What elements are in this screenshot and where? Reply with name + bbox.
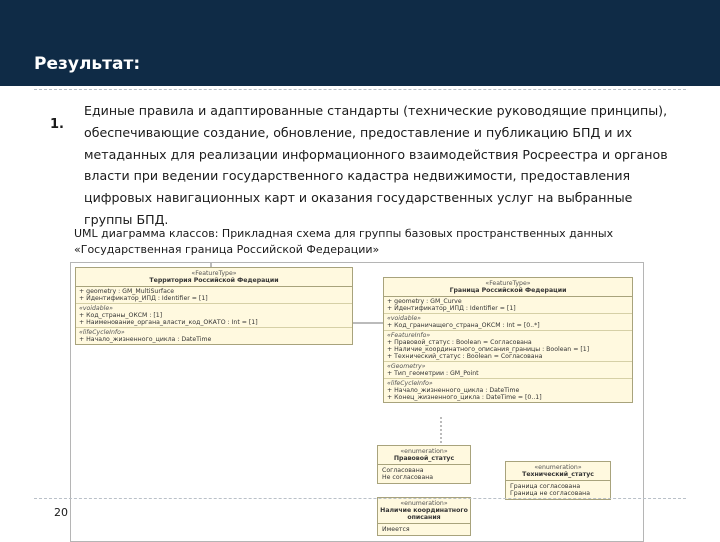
- class-border: [383, 277, 633, 403]
- enum-literal: Имеется: [382, 526, 410, 533]
- enum-technical-status: [505, 461, 611, 500]
- caption-line-2: «Государственная граница Российской Федерации»: [74, 243, 380, 256]
- caption-line-1: UML диаграмма классов: Прикладная схема для группы базовых пространственных данных: [74, 227, 614, 240]
- class-attribute: + geometry : GM_MultiSurface: [79, 288, 175, 295]
- class-attribute: + geometry : GM_Curve: [387, 298, 462, 305]
- enum-name: Наличие координатного описания: [378, 507, 470, 524]
- class-name: Граница Российской Федерации: [449, 287, 567, 294]
- class-stereotype: «FeatureType»: [485, 280, 531, 287]
- class-stereotype: «FeatureType»: [191, 270, 237, 277]
- enum-stereotype: «enumeration»: [400, 500, 448, 507]
- class-attribute: + Технический_статус : Boolean = Согласована: [387, 353, 543, 360]
- section-title: «voidable»: [79, 305, 113, 312]
- enum-literal: Не согласована: [382, 474, 434, 481]
- enum-stereotype: «enumeration»: [534, 464, 582, 471]
- section-title: «lifeCycleInfo»: [387, 380, 433, 387]
- class-attribute: + Код_граничащего_страна_ОКСМ : Int = [0..*]: [387, 322, 540, 329]
- top-divider: [34, 89, 686, 90]
- uml-diagram: [70, 262, 644, 542]
- result-paragraph: Единые правила и адаптированные стандарты (технические руководящие принципы), обеспечивающие создание, обновление, предоставление и публикацию БПД и их метаданных для реализации информационного взаимодействия Росреестра и органов власти при ведении государственного кадастра недвижимости, предоставления цифровых навигационных карт и оказания государственных услуг на выбранные группы БПД.: [84, 103, 668, 227]
- section-title: «voidable»: [387, 315, 421, 322]
- enum-name: Правовой_статус: [378, 455, 470, 465]
- section-title: «lifeCycleInfo»: [79, 329, 125, 336]
- class-attribute: + Конец_жизненного_цикла : DateTime = [0..1]: [387, 394, 542, 401]
- section-title: «FeatureInfo»: [387, 332, 431, 339]
- page-number: 20: [54, 506, 68, 519]
- enum-name: Технический_статус: [506, 471, 610, 481]
- class-attribute: + Наименование_органа_власти_код_ОКАТО : Int = [1]: [79, 319, 258, 326]
- enum-literal: Согласована: [382, 467, 424, 474]
- diagram-caption: [74, 226, 644, 258]
- class-attribute: + Идентификатор_ИПД : Identifier = [1]: [387, 305, 516, 312]
- slide-title: Результат:: [34, 54, 141, 74]
- enum-coordinate-description: [377, 497, 471, 536]
- enum-legal-status: [377, 445, 471, 484]
- class-attribute: + Правовой_статус : Boolean = Согласована: [387, 339, 532, 346]
- class-name: Территория Российской Федерации: [149, 277, 279, 284]
- item-number: 1.: [50, 117, 64, 132]
- class-attribute: + Начало_жизненного_цикла : DateTime: [79, 336, 212, 343]
- section-title: «Geometry»: [387, 363, 426, 370]
- enum-stereotype: «enumeration»: [400, 448, 448, 455]
- class-attribute: + Код_страны_ОКСМ : [1]: [79, 312, 163, 319]
- class-attribute: + Наличие_координатного_описания_границы : Boolean = [1]: [387, 346, 590, 353]
- enum-literal: Граница не согласована: [510, 490, 590, 497]
- class-territory: [75, 267, 353, 345]
- class-attribute: + Идентификатор_ИПД : Identifier = [1]: [79, 295, 208, 302]
- class-attribute: + Начало_жизненного_цикла : DateTime: [387, 387, 520, 394]
- class-attribute: + Тип_геометрии : GM_Point: [387, 370, 479, 377]
- enum-literal: Граница согласована: [510, 483, 581, 490]
- bottom-divider: [34, 498, 686, 499]
